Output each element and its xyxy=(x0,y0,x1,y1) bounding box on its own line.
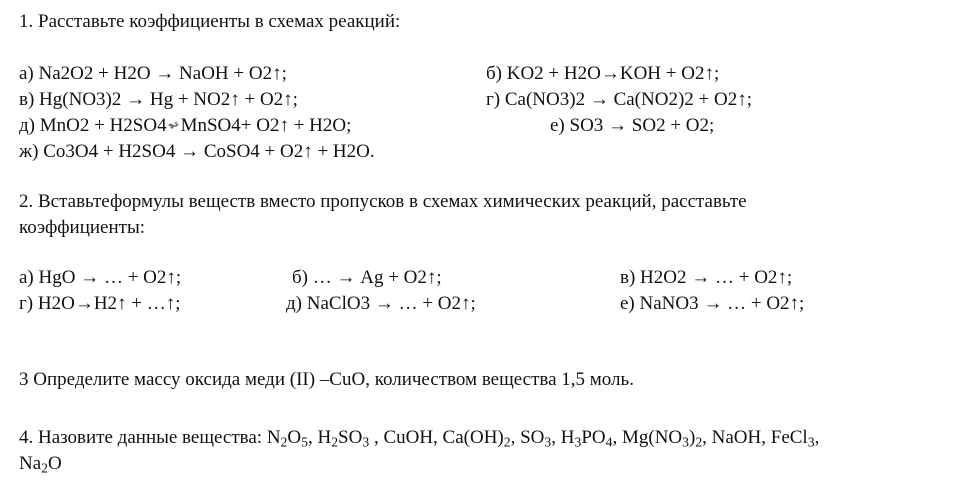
task2-heading-line2: коэффициенты: xyxy=(19,217,146,238)
task2-item-v: в) H2O2 → … + O2↑; xyxy=(620,267,793,288)
task1-heading: 1. Расставьте коэффициенты в схемах реакций: xyxy=(19,11,401,32)
task2-item-a: а) HgO → … + O2↑; xyxy=(19,267,182,288)
task1-item-b: б) KO2 + H2O→KOH + O2↑; xyxy=(486,63,720,84)
task4-prefix: 4. Назовите данные вещества: xyxy=(19,427,267,448)
task2-item-b: б) … → Ag + O2↑; xyxy=(292,267,442,288)
task1-item-e: е) SO3 → SO2 + O2; xyxy=(550,115,715,136)
task1-item-d xyxy=(19,114,351,138)
task4-line2 xyxy=(19,452,62,476)
task1-item-zh: ж) Co3O4 + H2SO4 → CoSO4 + O2↑ + H2O. xyxy=(19,141,375,162)
task4-line1 xyxy=(19,426,819,450)
task2-item-g: г) H2O→H2↑ + …↑; xyxy=(19,293,181,314)
task1-item-v: в) Hg(NO3)2 → Hg + NO2↑ + O2↑; xyxy=(19,89,298,110)
task2-item-e: е) NaNO3 → … + O2↑; xyxy=(620,293,805,314)
task1-item-a: а) Na2O2 + H2O → NaOH + O2↑; xyxy=(19,63,287,84)
task1-item-d-products: MnSO4+ O2↑ + H2O; xyxy=(180,115,352,136)
broken-arrow-icon xyxy=(168,117,180,133)
task2-heading-line1: 2. Вставьтеформулы веществ вместо пропусков в схемах химических реакций, расставьте xyxy=(19,191,747,212)
task4-substance-list: $N_2O_5$, $H_2SO_3$ , CuOH, $Ca(OH)_2$, $SO_3$, $H_3PO_4$, $Mg(NO_3)_2$, NaOH, FeCl$_3$, xyxy=(266,427,820,450)
task2-item-d: д) NaClO3 → … + O2↑; xyxy=(286,293,476,314)
task1-item-d-reactants: д) MnO2 + H2SO4 xyxy=(19,115,167,136)
task4-last-substance: $Na_2O$ xyxy=(19,453,62,476)
task1-item-g: г) Ca(NO3)2 → Ca(NO2)2 + O2↑; xyxy=(486,89,752,110)
task3-text: 3 Определите массу оксида меди (II) –CuO, количеством вещества 1,5 моль. xyxy=(19,369,634,390)
